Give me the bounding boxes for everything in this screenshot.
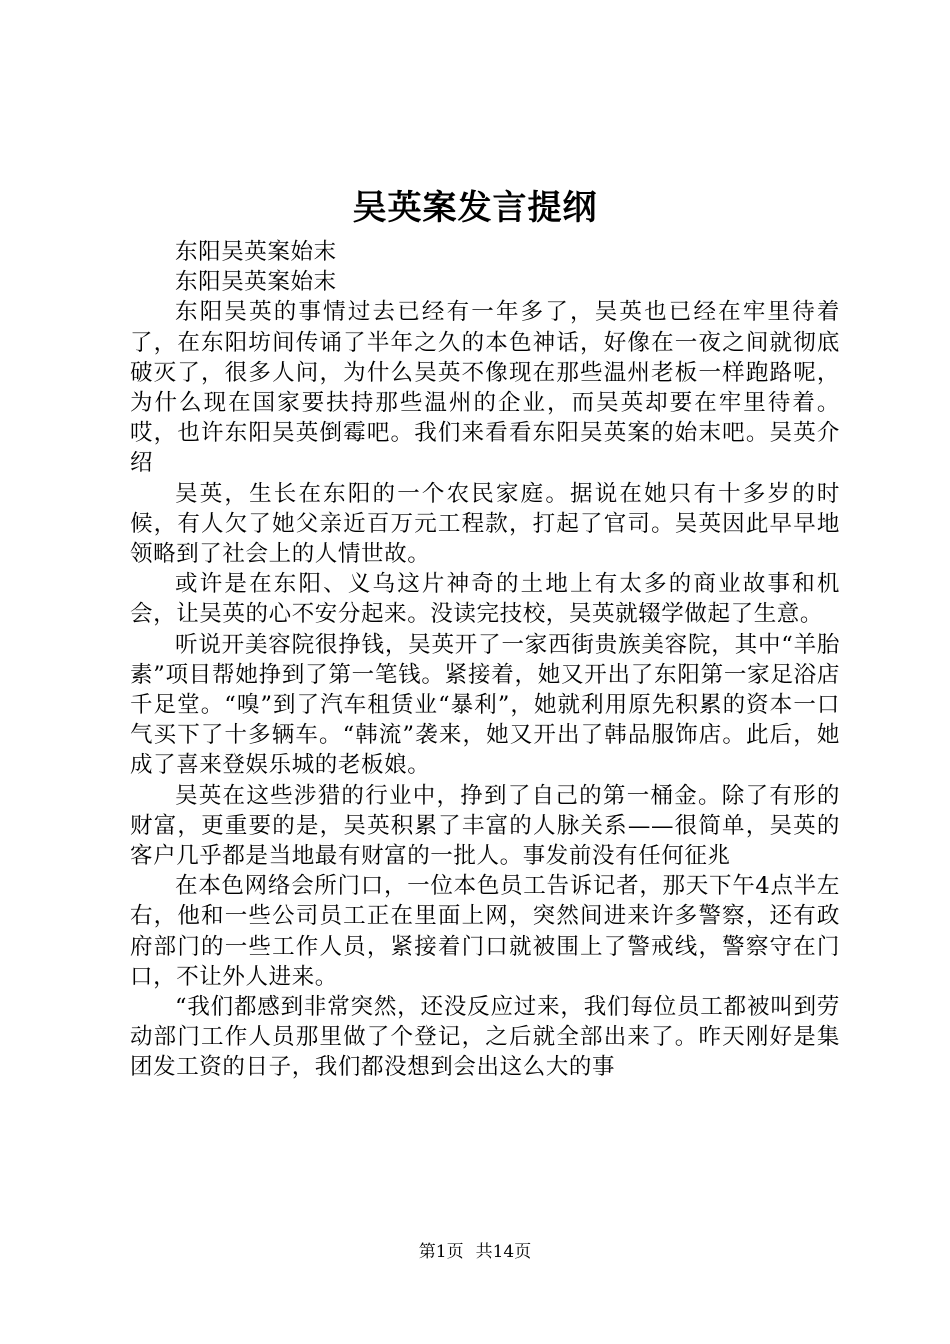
document-title: 吴英案发言提纲 <box>352 188 598 228</box>
paragraph-first-fortune: 吴英在这些涉猎的行业中，挣到了自己的第一桶金。除了有形的财富，更重要的是，吴英积累了丰富的人脉关系——很简单，吴英的客户几乎都是当地最有财富的一批人。事发前没有任何征兆 <box>130 782 840 870</box>
paragraph-heading-1: 东阳吴英案始末 <box>175 239 337 265</box>
paragraph-heading-2: 东阳吴英案始末 <box>175 269 337 296</box>
document-body <box>130 237 840 1083</box>
paragraph-intro: 东阳吴英的事情过去已经有一年多了，吴英也已经在牢里待着了，在东阳坊间传诵了半年之久的本色神话，好像在一夜之间就彻底破灭了，很多人问，为什么吴英不像现在那些温州老板一样跑路呢，为什么现在国家要扶持那些温州的企业，而吴英却要在牢里待着。哎，也许东阳吴英倒霉吧。我们来看看东阳吴英案的始末吧。吴英介绍 <box>130 299 840 477</box>
page-footer <box>0 1240 950 1264</box>
paragraph-background: 吴英，生长在东阳的一个农民家庭。据说在她只有十多岁的时候，有人欠了她父亲近百万元工程款，打起了官司。吴英因此早早地领略到了社会上的人情世故。 <box>130 480 840 568</box>
paragraph-incident: 在本色网络会所门口，一位本色员工告诉记者，那天下午4点半左右，他和一些公司员工正在里面上网，突然间进来许多警察，还有政府部门的一些工作人员，紧接着门口就被围上了警戒线，警察守在门口，不让外人进来。 <box>130 873 840 990</box>
paragraph-business-start: 或许是在东阳、义乌这片神奇的土地上有太多的商业故事和机会，让吴英的心不安分起来。没读完技校，吴英就辍学做起了生意。 <box>130 571 840 628</box>
paragraph-employee-quote: “我们都感到非常突然，还没反应过来，我们每位员工都被叫到劳动部门工作人员那里做了个登记，之后就全部出来了。昨天刚好是集团发工资的日子，我们都没想到会出这么大的事 <box>130 994 840 1081</box>
page-number-total: 共14页 <box>475 1242 532 1262</box>
paragraph-ventures: 听说开美容院很挣钱，吴英开了一家西街贵族美容院，其中“羊胎素”项目帮她挣到了第一笔钱。紧接着，她又开出了东阳第一家足浴店千足堂。“嗅”到了汽车租赁业“暴利”，她就利用原先积累的资本一口气买下了十多辆车。“韩流”袭来，她又开出了韩品服饰店。此后，她成了喜来登娱乐城的老板娘。 <box>130 631 840 779</box>
page-number-current: 第1页 <box>418 1242 464 1262</box>
